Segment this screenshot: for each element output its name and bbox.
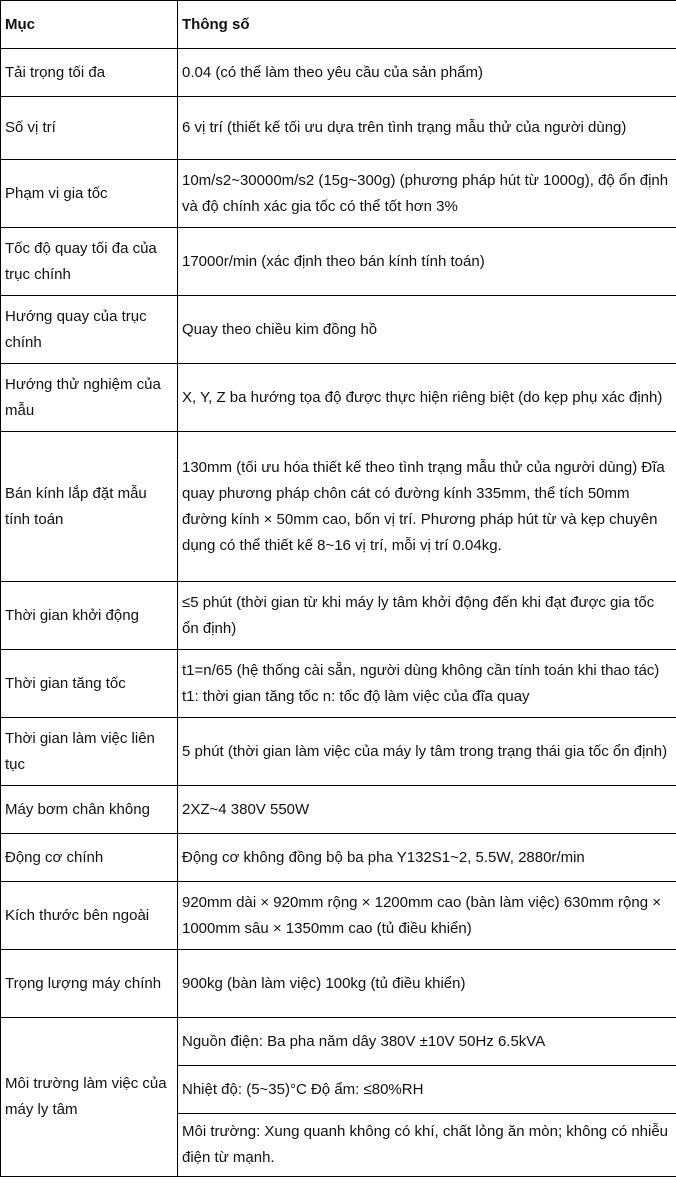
header-spec: Thông số xyxy=(178,1,676,49)
row-value: 17000r/min (xác định theo bán kính tính toán) xyxy=(178,228,676,296)
environment-power: Nguồn điện: Ba pha năm dây 380V ±10V 50Hz 6.5kVA xyxy=(178,1018,676,1066)
table-row xyxy=(1,950,676,1018)
row-label: Số vị trí xyxy=(1,97,178,160)
row-value: 130mm (tối ưu hóa thiết kế theo tình trạng mẫu thử của người dùng) Đĩa quay phương pháp chôn cát có đường kính 335mm, thể tích 50mm đường kính × 50mm cao, bốn vị trí. Phương pháp hút từ và kẹp chuyên dụng có thể thiết kế 8~16 vị trí, mỗi vị trí 0.04kg. xyxy=(178,432,676,582)
row-label: Thời gian làm việc liên tục xyxy=(1,718,178,786)
row-value: 2XZ~4 380V 550W xyxy=(178,786,676,834)
table-row xyxy=(1,582,676,650)
table-row xyxy=(1,160,676,228)
row-label: Thời gian tăng tốc xyxy=(1,650,178,718)
row-label: Hướng quay của trục chính xyxy=(1,296,178,364)
header-row xyxy=(1,1,676,49)
environment-surroundings: Môi trường: Xung quanh không có khí, chất lỏng ăn mòn; không có nhiễu điện từ mạnh. xyxy=(178,1114,676,1177)
row-label: Máy bơm chân không xyxy=(1,786,178,834)
table-row xyxy=(1,296,676,364)
table-row xyxy=(1,786,676,834)
table-row xyxy=(1,364,676,432)
row-label: Tốc độ quay tối đa của trục chính xyxy=(1,228,178,296)
row-value: 10m/s2~30000m/s2 (15g~300g) (phương pháp hút từ 1000g), độ ổn định và độ chính xác gia tốc có thể tốt hơn 3% xyxy=(178,160,676,228)
row-value: 0.04 (có thể làm theo yêu cầu của sản phẩm) xyxy=(178,49,676,97)
row-label: Hướng thử nghiệm của mẫu xyxy=(1,364,178,432)
table-row xyxy=(1,49,676,97)
row-value: 920mm dài × 920mm rộng × 1200mm cao (bàn làm việc) 630mm rộng × 1000mm sâu × 1350mm cao (tủ điều khiển) xyxy=(178,882,676,950)
table-row xyxy=(1,650,676,718)
table-row xyxy=(1,228,676,296)
row-value: 900kg (bàn làm việc) 100kg (tủ điều khiển) xyxy=(178,950,676,1018)
row-label: Bán kính lắp đặt mẫu tính toán xyxy=(1,432,178,582)
table-row xyxy=(1,432,676,582)
table-row xyxy=(1,718,676,786)
row-label: Kích thước bên ngoài xyxy=(1,882,178,950)
row-label: Phạm vi gia tốc xyxy=(1,160,178,228)
table-row-environment xyxy=(1,1018,676,1066)
row-label: Thời gian khởi động xyxy=(1,582,178,650)
row-value: X, Y, Z ba hướng tọa độ được thực hiện riêng biệt (do kẹp phụ xác định) xyxy=(178,364,676,432)
row-value: Quay theo chiều kim đồng hồ xyxy=(178,296,676,364)
row-label: Trọng lượng máy chính xyxy=(1,950,178,1018)
header-item: Mục xyxy=(1,1,178,49)
row-value: 5 phút (thời gian làm việc của máy ly tâm trong trạng thái gia tốc ổn định) xyxy=(178,718,676,786)
row-value: 6 vị trí (thiết kế tối ưu dựa trên tình trạng mẫu thử của người dùng) xyxy=(178,97,676,160)
row-label: Tải trọng tối đa xyxy=(1,49,178,97)
table-row xyxy=(1,882,676,950)
table-row xyxy=(1,834,676,882)
environment-label: Môi trường làm việc của máy ly tâm xyxy=(1,1018,178,1177)
environment-temperature: Nhiệt độ: (5~35)°C Độ ẩm: ≤80%RH xyxy=(178,1066,676,1114)
table-row xyxy=(1,97,676,160)
row-value: t1=n/65 (hệ thống cài sẵn, người dùng không cần tính toán khi thao tác) t1: thời gian tăng tốc n: tốc độ làm việc của đĩa quay xyxy=(178,650,676,718)
row-value: ≤5 phút (thời gian từ khi máy ly tâm khởi động đến khi đạt được gia tốc ổn định) xyxy=(178,582,676,650)
row-value: Động cơ không đồng bộ ba pha Y132S1~2, 5.5W, 2880r/min xyxy=(178,834,676,882)
row-label: Động cơ chính xyxy=(1,834,178,882)
